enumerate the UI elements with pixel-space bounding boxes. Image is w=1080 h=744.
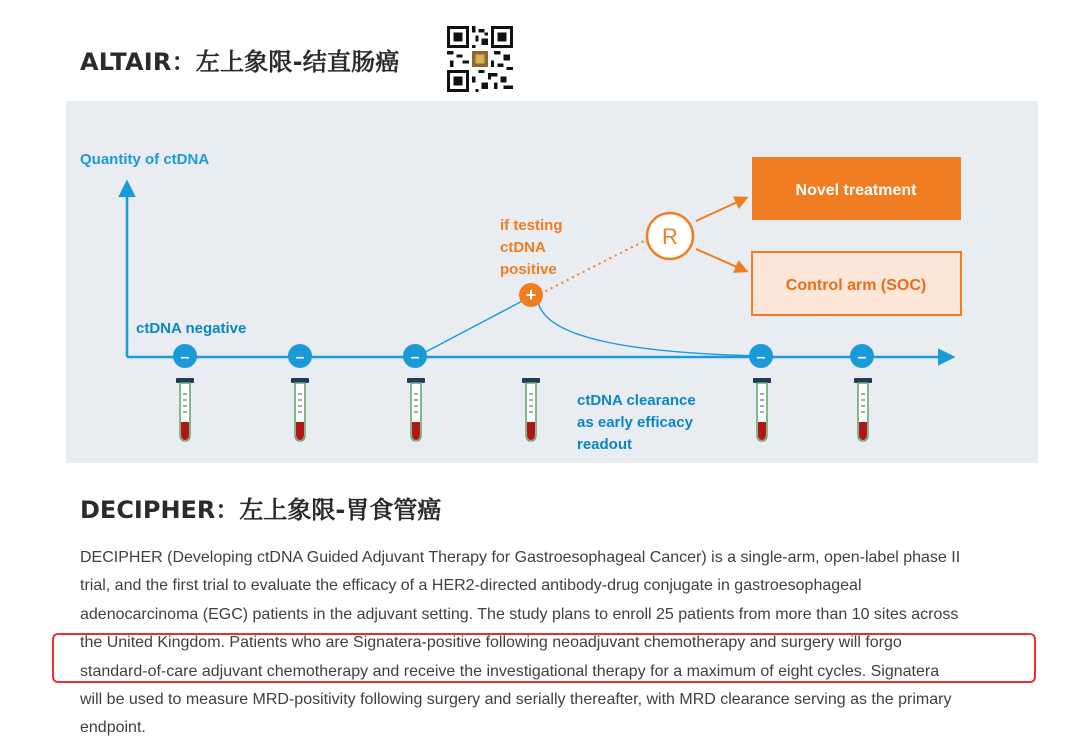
qr-code-icon[interactable]	[447, 26, 513, 92]
blood-tube-icon	[854, 378, 872, 441]
arrow-to-novel	[696, 198, 746, 221]
highlight-annotation-box	[52, 633, 1036, 683]
positive-label: if testing ctDNA positive	[500, 217, 563, 278]
svg-text:Novel treatment: Novel treatment	[795, 182, 917, 199]
svg-text:R: R	[662, 224, 678, 249]
clearance-label: ctDNA clearance as early efficacy readout	[577, 392, 696, 453]
y-axis-label: Quantity of ctDNA	[80, 151, 210, 168]
blood-tube-icon	[753, 378, 771, 441]
paragraph-line: DECIPHER (Developing ctDNA Guided Adjuvant Therapy for Gastroesophageal Cancer) is a single-arm, open-label phase II	[80, 549, 961, 566]
altair-heading: ALTAIR：左上象限-结直肠癌	[80, 48, 400, 76]
paragraph-line: adenocarcinoma (EGC) patients in the adjuvant setting. The study plans to enroll 25 patients from more than 10 sites across	[80, 605, 959, 623]
minus-marker	[403, 344, 427, 368]
minus-marker	[173, 344, 197, 368]
trial-design-figure	[66, 101, 1038, 463]
blood-tube-icon	[176, 378, 194, 441]
paragraph-line: will be used to measure MRD-positivity following surgery and serially thereafter, with MRD clearance serving as the primary	[80, 691, 952, 709]
paragraph-line: standard-of-care adjuvant chemotherapy and receive the investigational therapy for a maximum of eight cycles. Signatera	[80, 662, 940, 680]
rise-line	[416, 297, 530, 357]
paragraph-line: trial, and the first trial to evaluate the efficacy of a HER2-directed antibody-drug conjugate in gastroesophageal	[80, 577, 862, 595]
svg-text:–: –	[180, 349, 190, 366]
decipher-heading: DECIPHER：左上象限-胃食管癌	[80, 496, 442, 524]
svg-text:–: –	[295, 349, 305, 366]
svg-text:–: –	[857, 349, 867, 366]
svg-text:–: –	[410, 349, 420, 366]
paragraph-line: endpoint.	[80, 719, 146, 737]
minus-marker	[749, 344, 773, 368]
svg-text:Control arm (SOC): Control arm (SOC)	[785, 277, 927, 294]
minus-marker	[288, 344, 312, 368]
blood-tube-icon	[291, 378, 309, 441]
blood-tube-icon	[522, 378, 540, 441]
svg-text:+: +	[525, 285, 537, 305]
negative-label: ctDNA negative	[136, 320, 247, 337]
paragraph-line: the United Kingdom. Patients who are Signatera-positive following neoadjuvant chemotherapy and surgery will forgo	[80, 634, 902, 652]
blood-tube-icon	[407, 378, 425, 441]
clearance-curve	[538, 301, 762, 356]
svg-text:–: –	[756, 349, 766, 366]
arrow-to-control	[696, 249, 746, 271]
minus-marker	[850, 344, 874, 368]
